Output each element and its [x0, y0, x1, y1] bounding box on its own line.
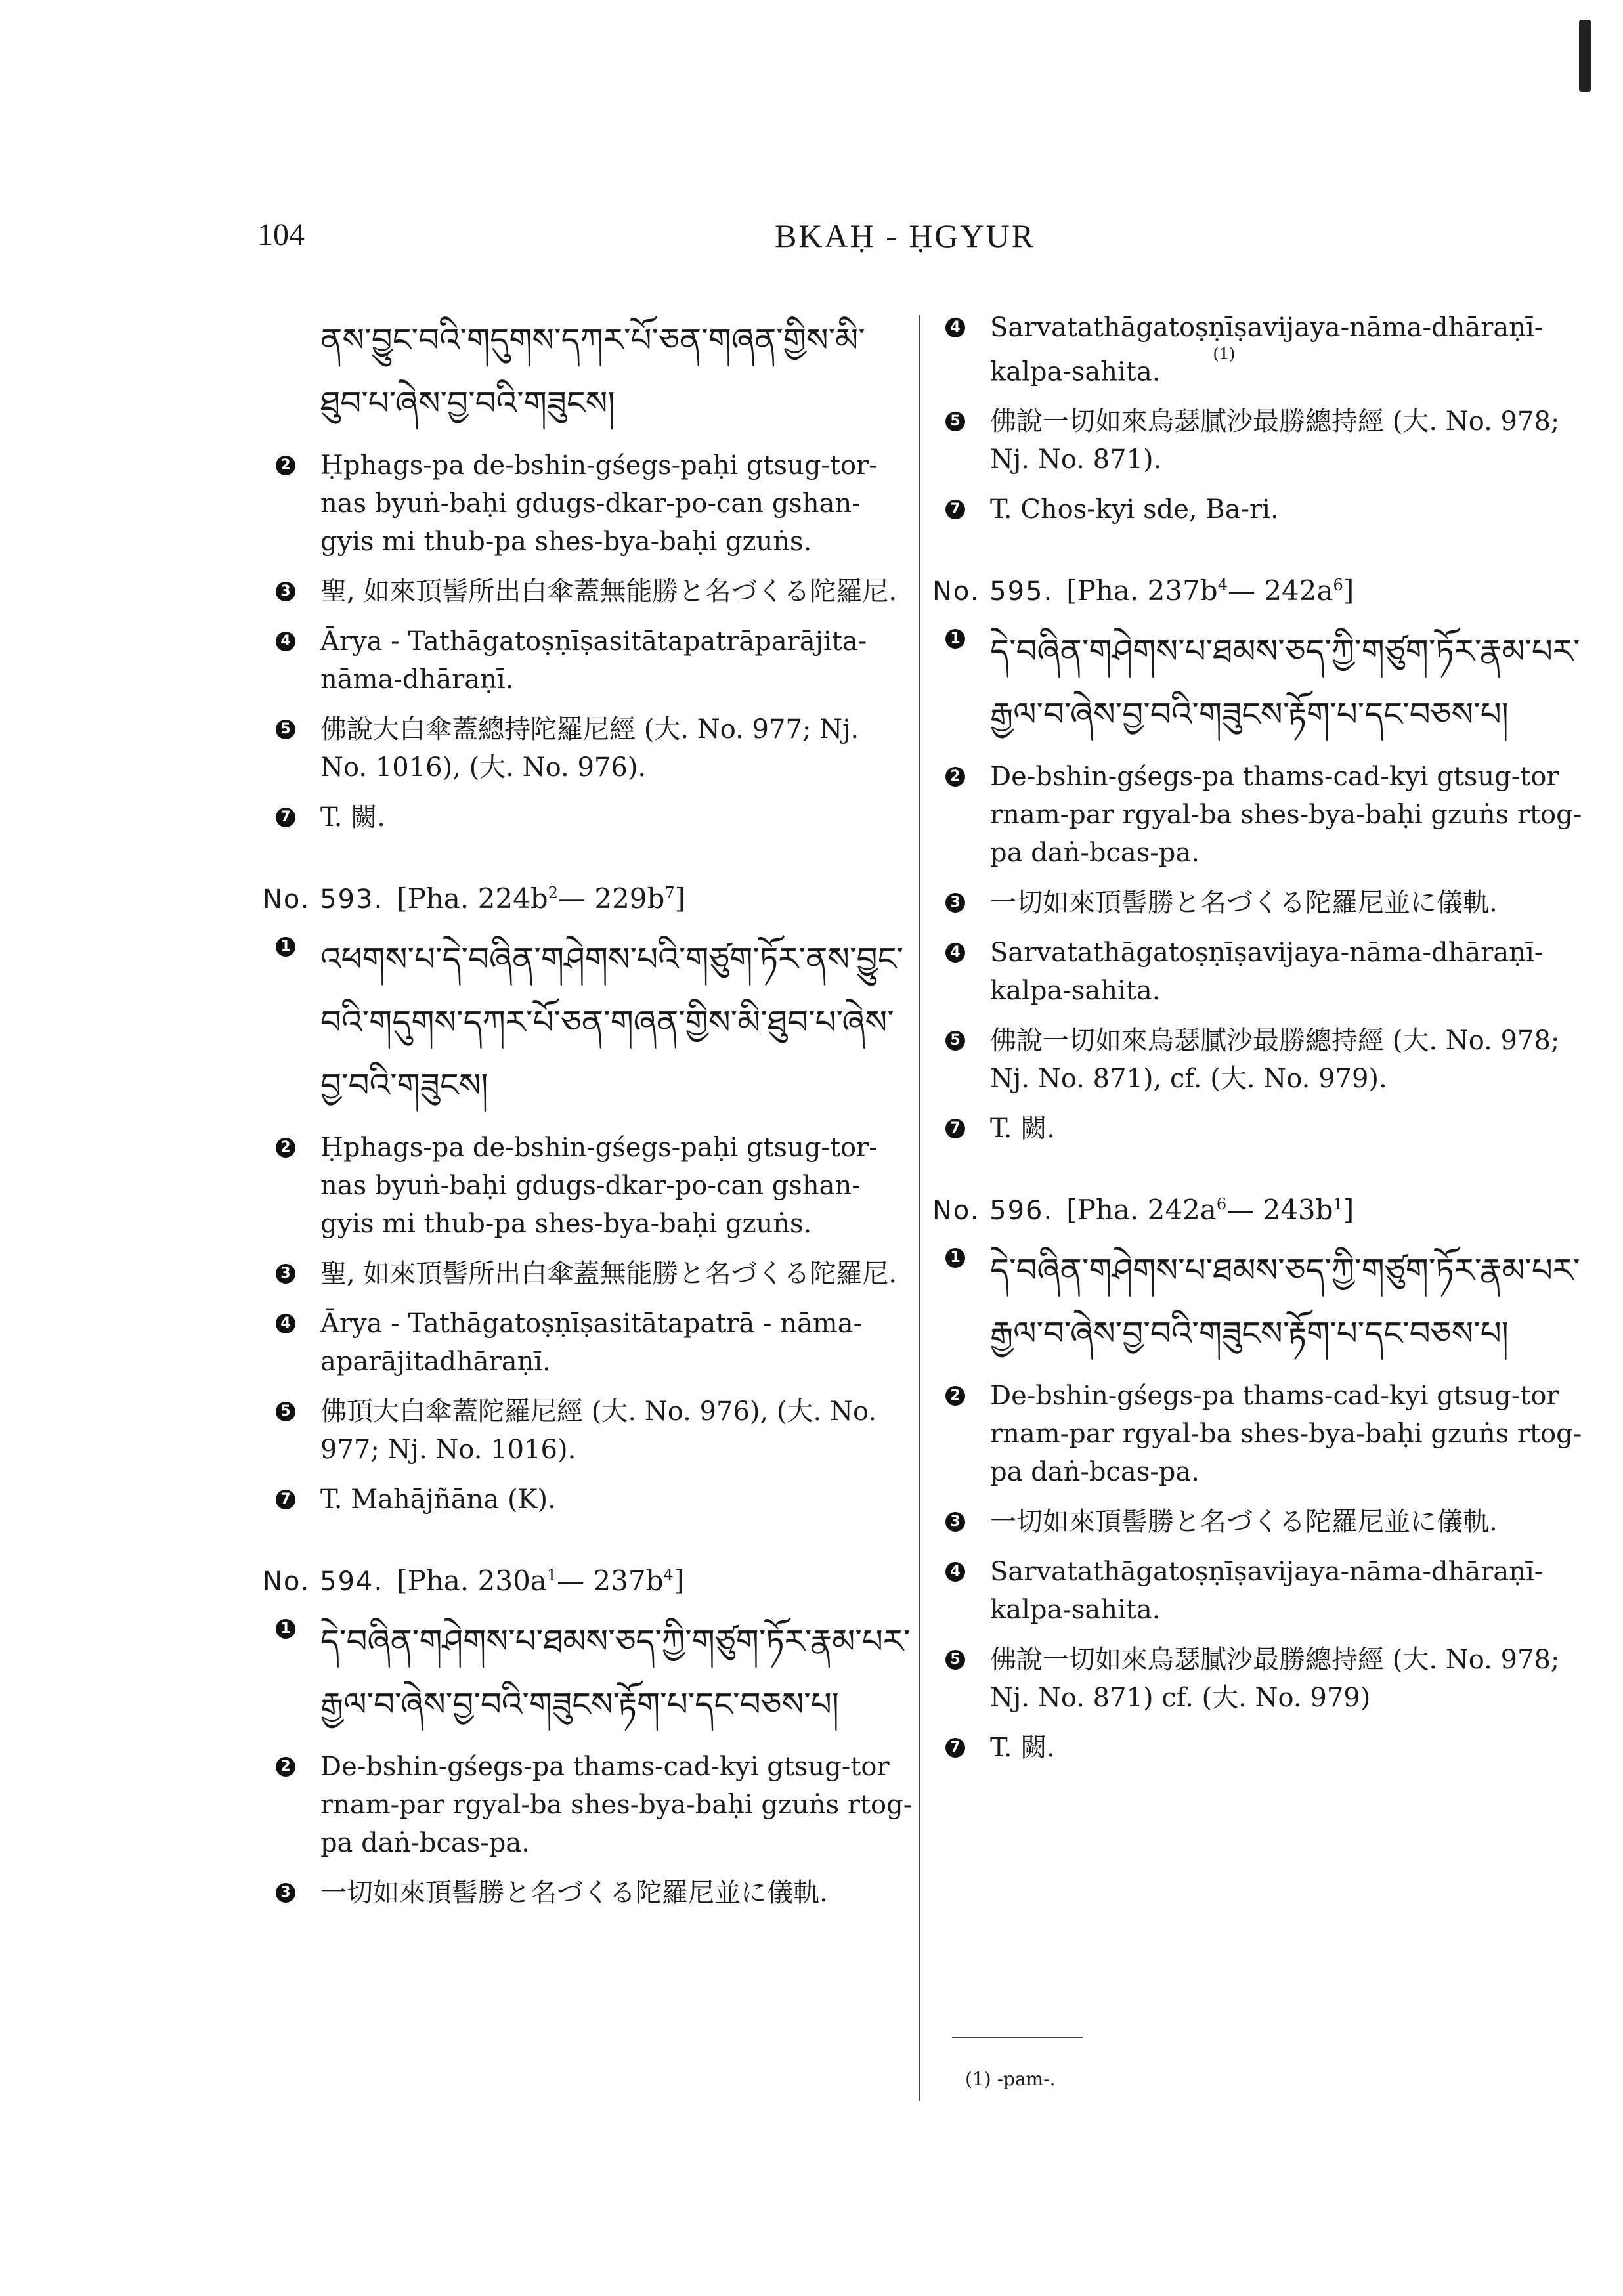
continuation-items — [263, 446, 913, 836]
list-item — [263, 798, 913, 836]
item-marker: 1 — [276, 937, 295, 957]
item-marker: 1 — [276, 1619, 295, 1639]
item-marker: 4 — [945, 318, 965, 337]
item-text: 聖, 如來頂髻所出白傘蓋無能勝と名づくる陀羅尼. — [320, 576, 898, 607]
list-item — [263, 1874, 913, 1912]
entry-ref-end: ] — [1343, 574, 1354, 607]
entry-number: No. 593. — [263, 884, 384, 915]
item-marker: 3 — [276, 582, 295, 601]
list-item — [932, 884, 1589, 922]
list-item — [263, 1305, 913, 1381]
ref-sup: 6 — [1333, 576, 1343, 595]
entry-ref-end: ] — [1343, 1194, 1354, 1226]
list-item — [263, 1481, 913, 1519]
list-item — [932, 1239, 1589, 1365]
tibetan-title: དེ་བཞིན་གཤེགས་པ་ཐམས་ཅད་ཀྱི་གཙུག་ཏོར་རྣམ་པར་རྒྱལ་བ་ཞེས་བྱ་བའི་གཟུངས་རྟོག་པ་དང་བཅས་པ། — [990, 1251, 1580, 1353]
item-text: De-bshin-gśegs-pa thams-cad-kyi gtsug-tor rnam-par rgyal-ba shes-bya-baḥi gzuṅs rtog-pa daṅ-bcas-pa. — [320, 1752, 913, 1858]
item-marker: 5 — [276, 1402, 295, 1421]
list-item — [932, 1377, 1589, 1491]
list-item — [263, 1610, 913, 1736]
item-text: 佛說一切如來烏瑟膩沙最勝總持經 (大. No. 978; Nj. No. 871). — [990, 406, 1560, 475]
entry-594 — [263, 1565, 913, 1912]
item-marker: 5 — [945, 412, 965, 431]
item-marker: 4 — [276, 1314, 295, 1333]
ref-sup: 2 — [548, 884, 558, 902]
item-marker: 2 — [276, 1757, 295, 1777]
item-text: Ḥphags-pa de-bshin-gśegs-paḥi gtsug-tor-nas byuṅ-baḥi gdugs-dkar-po-can gshan-gyis mi thub-pa shes-bya-baḥi gzuṅs. — [320, 1133, 878, 1239]
list-item — [263, 446, 913, 561]
item-marker: 2 — [945, 767, 965, 787]
item-marker: 1 — [945, 629, 965, 649]
item-marker: 7 — [945, 500, 965, 519]
list-item — [263, 573, 913, 611]
item-marker: 3 — [945, 1512, 965, 1532]
entry-ref-mid: — 242a — [1227, 574, 1333, 607]
ref-sup: 4 — [1217, 576, 1228, 595]
entry-ref-mid: — 237b — [557, 1565, 664, 1597]
item-marker: 7 — [945, 1738, 965, 1758]
item-text — [990, 309, 1589, 391]
list-item — [932, 758, 1589, 872]
list-item — [263, 710, 913, 787]
edge-mark — [1579, 20, 1591, 92]
list-item — [263, 1748, 913, 1862]
footnote-reference: (1) — [1213, 345, 1236, 363]
tibetan-title: ནས་བྱུང་བའི་གདུགས་དཀར་པོ་ཅན་གཞན་གྱིས་མི་ཐུབ་པ་ཞེས་བྱ་བའི་གཟུངས། — [320, 321, 865, 422]
item-marker: 2 — [276, 1138, 295, 1158]
tibetan-title: འཕགས་པ་དེ་བཞིན་གཤེགས་པའི་གཙུག་ཏོར་ནས་བྱུང་བའི་གདུགས་དཀར་པོ་ཅན་གཞན་གྱིས་མི་ཐུབ་པ་ཞེས་བྱ་བའི་གཟུངས། — [320, 940, 903, 1104]
item-marker: 7 — [276, 808, 295, 827]
item-text: 一切如來頂髻勝と名づくる陀羅尼並に儀軌. — [990, 888, 1498, 919]
list-item — [932, 1110, 1589, 1148]
ref-sup: 1 — [546, 1566, 557, 1584]
entry-596 — [932, 1194, 1589, 1767]
list-item — [263, 1255, 913, 1293]
list-item — [932, 1022, 1589, 1098]
list-item — [932, 1729, 1589, 1767]
entry-number: No. 596. — [932, 1196, 1054, 1226]
item-text: 一切如來頂髻勝と名づくる陀羅尼並に儀軌. — [320, 1878, 828, 1908]
item-text: T. 闕. — [990, 1114, 1055, 1144]
continuation-items — [932, 309, 1589, 529]
entry-heading — [932, 1194, 1589, 1226]
entry-number: No. 594. — [263, 1567, 384, 1597]
item-text: De-bshin-gśegs-pa thams-cad-kyi gtsug-tor rnam-par rgyal-ba shes-bya-baḥi gzuṅs rtog-pa daṅ-bcas-pa. — [990, 1381, 1582, 1488]
page-number: 104 — [257, 217, 305, 252]
item-text: T. Chos-kyi sde, Ba-ri. — [990, 494, 1279, 525]
entry-595 — [932, 574, 1589, 1148]
entry-heading — [932, 574, 1589, 607]
item-marker: 3 — [276, 1883, 295, 1903]
ref-sup: 6 — [1216, 1195, 1227, 1214]
item-text: 一切如來頂髻勝と名づくる陀羅尼並に儀軌. — [990, 1507, 1498, 1538]
item-marker: 5 — [945, 1650, 965, 1670]
item-marker: 7 — [276, 1490, 295, 1509]
item-marker: 2 — [276, 456, 295, 475]
left-column — [263, 309, 913, 1938]
item-text: Ḥphags-pa de-bshin-gśegs-paḥi gtsug-tor-nas byuṅ-baḥi gdugs-dkar-po-can gshan-gyis mi thub-pa shes-bya-baḥi gzuṅs. — [320, 450, 878, 557]
ref-sup: 1 — [1333, 1195, 1343, 1214]
list-item — [263, 1129, 913, 1243]
list-item — [932, 934, 1589, 1010]
item-text-content: Sarvatathāgatoṣṇīṣavijaya-nāma-dhāraṇī-kalpa-sahita. — [990, 313, 1544, 387]
item-text: Sarvatathāgatoṣṇīṣavijaya-nāma-dhāraṇī-kalpa-sahita. — [990, 1557, 1544, 1626]
tibetan-title: དེ་བཞིན་གཤེགས་པ་ཐམས་ཅད་ཀྱི་གཙུག་ཏོར་རྣམ་པར་རྒྱལ་བ་ཞེས་བྱ་བའི་གཟུངས་རྟོག་པ་དང་བཅས་པ། — [990, 632, 1580, 734]
entry-heading — [263, 882, 913, 915]
list-item — [932, 402, 1589, 479]
item-marker: 5 — [276, 720, 295, 739]
item-text: 佛說大白傘蓋總持陀羅尼經 (大. No. 977; Nj. No. 1016), (大. No. 976). — [320, 714, 859, 783]
tibetan-title: དེ་བཞིན་གཤེགས་པ་ཐམས་ཅད་ཀྱི་གཙུག་ཏོར་རྣམ་པར་རྒྱལ་བ་ཞེས་བྱ་བའི་གཟུངས་རྟོག་པ་དང་བཅས་པ། — [320, 1622, 911, 1723]
running-title: BKAḤ - ḤGYUR — [775, 217, 1036, 254]
ref-sup: 4 — [663, 1566, 674, 1584]
item-text: Sarvatathāgatoṣṇīṣavijaya-nāma-dhāraṇī-kalpa-sahita. — [990, 938, 1544, 1007]
item-text: Ārya - Tathāgatoṣṇīṣasitātapatrāparājita-nāma-dhāraṇī. — [320, 626, 867, 695]
list-item — [932, 1503, 1589, 1541]
right-column — [932, 309, 1589, 1793]
entry-593 — [263, 882, 913, 1519]
entry-ref: [Pha. 242a — [1066, 1194, 1217, 1226]
list-item — [263, 622, 913, 699]
item-marker: 4 — [945, 1562, 965, 1582]
item-text: Ārya - Tathāgatoṣṇīṣasitātapatrā - nāma-aparājitadhāraṇī. — [320, 1309, 863, 1377]
item-marker: 4 — [276, 632, 295, 651]
list-item — [263, 1393, 913, 1469]
entry-ref-end: ] — [673, 1565, 685, 1597]
list-item — [932, 1641, 1589, 1717]
item-text: T. 闕. — [320, 802, 385, 833]
footnote-rule — [952, 2037, 1083, 2038]
item-marker: 1 — [945, 1248, 965, 1268]
list-item — [932, 309, 1589, 391]
entry-ref-end: ] — [674, 882, 686, 915]
item-text: T. Mahājñāna (K). — [320, 1484, 556, 1515]
item-text: 聖, 如來頂髻所出白傘蓋無能勝と名づくる陀羅尼. — [320, 1259, 898, 1289]
item-marker: 5 — [945, 1031, 965, 1051]
item-marker: 7 — [945, 1119, 965, 1138]
column-divider — [919, 315, 920, 2101]
item-marker: 4 — [945, 943, 965, 963]
item-marker: 3 — [276, 1264, 295, 1284]
entry-ref: [Pha. 224b — [397, 882, 548, 915]
entry-heading — [263, 1565, 913, 1597]
item-text: 佛頂大白傘蓋陀羅尼經 (大. No. 976), (大. No. 977; Nj. No. 1016). — [320, 1397, 877, 1465]
entry-number: No. 595. — [932, 576, 1054, 607]
ref-sup: 7 — [664, 884, 675, 902]
item-text: T. 闕. — [990, 1733, 1055, 1764]
item-text: 佛說一切如來烏瑟膩沙最勝總持經 (大. No. 978; Nj. No. 871) cf. (大. No. 979) — [990, 1645, 1560, 1714]
item-text: 佛說一切如來烏瑟膩沙最勝總持經 (大. No. 978; Nj. No. 871), cf. (大. No. 979). — [990, 1026, 1560, 1094]
continuation-tibetan — [320, 309, 913, 435]
entry-ref-mid: — 229b — [557, 882, 665, 915]
item-marker: 3 — [945, 893, 965, 913]
list-item — [263, 928, 913, 1117]
item-marker: 2 — [945, 1386, 965, 1406]
list-item — [932, 620, 1589, 746]
item-text: De-bshin-gśegs-pa thams-cad-kyi gtsug-tor rnam-par rgyal-ba shes-bya-baḥi gzuṅs rtog-pa daṅ-bcas-pa. — [990, 762, 1582, 869]
entry-ref-mid: — 243b — [1226, 1194, 1333, 1226]
list-item — [932, 1553, 1589, 1629]
footnote: (1) -pam-. — [965, 2068, 1056, 2090]
list-item — [932, 490, 1589, 529]
entry-ref: [Pha. 230a — [397, 1565, 547, 1597]
entry-ref: [Pha. 237b — [1066, 574, 1218, 607]
